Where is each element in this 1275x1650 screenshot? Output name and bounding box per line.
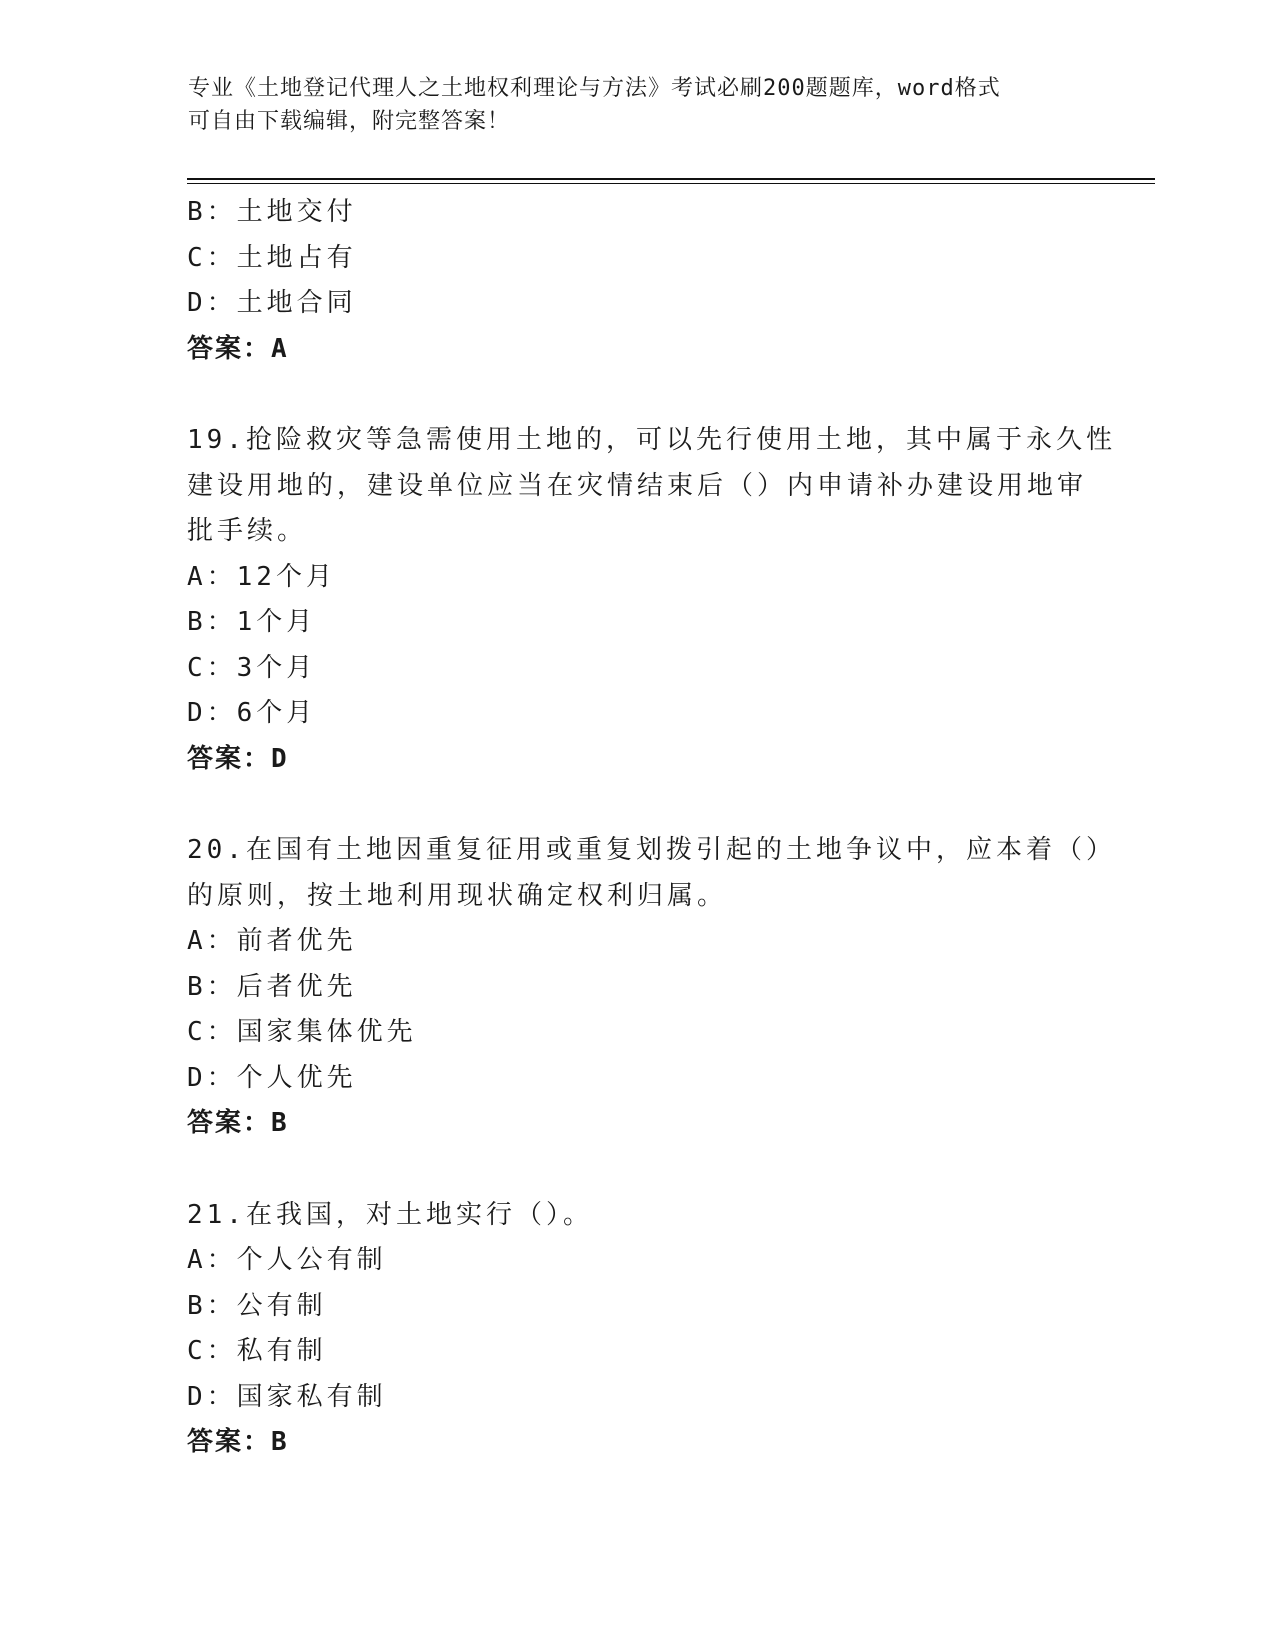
option-a: A：前者优先: [187, 926, 357, 956]
option-d: D：国家私有制: [187, 1381, 387, 1412]
option-d: D：6个月: [187, 698, 317, 728]
option-a: A：个人公有制: [187, 1245, 387, 1275]
prev-question-block: [187, 190, 1087, 372]
question-text-line: 批手续。: [187, 516, 308, 546]
question-text-line: 19.抢险救灾等急需使用土地的，可以先行使用土地，其中属于永久性: [187, 425, 1116, 455]
header-line-2: 可自由下载编辑，附完整答案！: [188, 109, 511, 134]
answer-line: 答案：B: [187, 1108, 289, 1138]
question-text-line: 21.在我国，对土地实行（）。: [187, 1199, 593, 1230]
answer-line: 答案：A: [187, 333, 289, 364]
document-header: [188, 72, 1088, 138]
header-line-1: 专业《土地登记代理人之土地权利理论与方法》考试必刷200题题库，word格式: [188, 76, 1001, 101]
question-text-line: 建设用地的，建设单位应当在灾情结束后（）内申请补办建设用地审: [187, 470, 1088, 501]
option-c: C：3个月: [187, 652, 317, 683]
option-c: C：土地占有: [187, 242, 357, 273]
option-b: B：土地交付: [187, 197, 357, 227]
option-c: C：私有制: [187, 1336, 327, 1366]
option-a: A：12个月: [187, 561, 336, 592]
option-b: B：1个月: [187, 607, 317, 637]
question-content: [187, 190, 1116, 1466]
header-rule-bottom: [187, 183, 1155, 184]
answer-line: 答案：B: [187, 1427, 289, 1457]
option-d: D：土地合同: [187, 288, 357, 318]
header-rule-top: [187, 178, 1155, 180]
question-21: [187, 1193, 1087, 1466]
option-b: B：公有制: [187, 1290, 327, 1321]
answer-line: 答案：D: [187, 743, 289, 774]
question-20: [187, 828, 1116, 1147]
option-b: B：后者优先: [187, 971, 357, 1002]
option-c: C：国家集体优先: [187, 1017, 417, 1047]
option-d: D：个人优先: [187, 1062, 357, 1093]
question-19: [187, 418, 1116, 782]
question-text-line: 20.在国有土地因重复征用或重复划拨引起的土地争议中，应本着（）: [187, 835, 1116, 865]
question-text-line: 的原则，按土地利用现状确定权利归属。: [187, 880, 728, 911]
